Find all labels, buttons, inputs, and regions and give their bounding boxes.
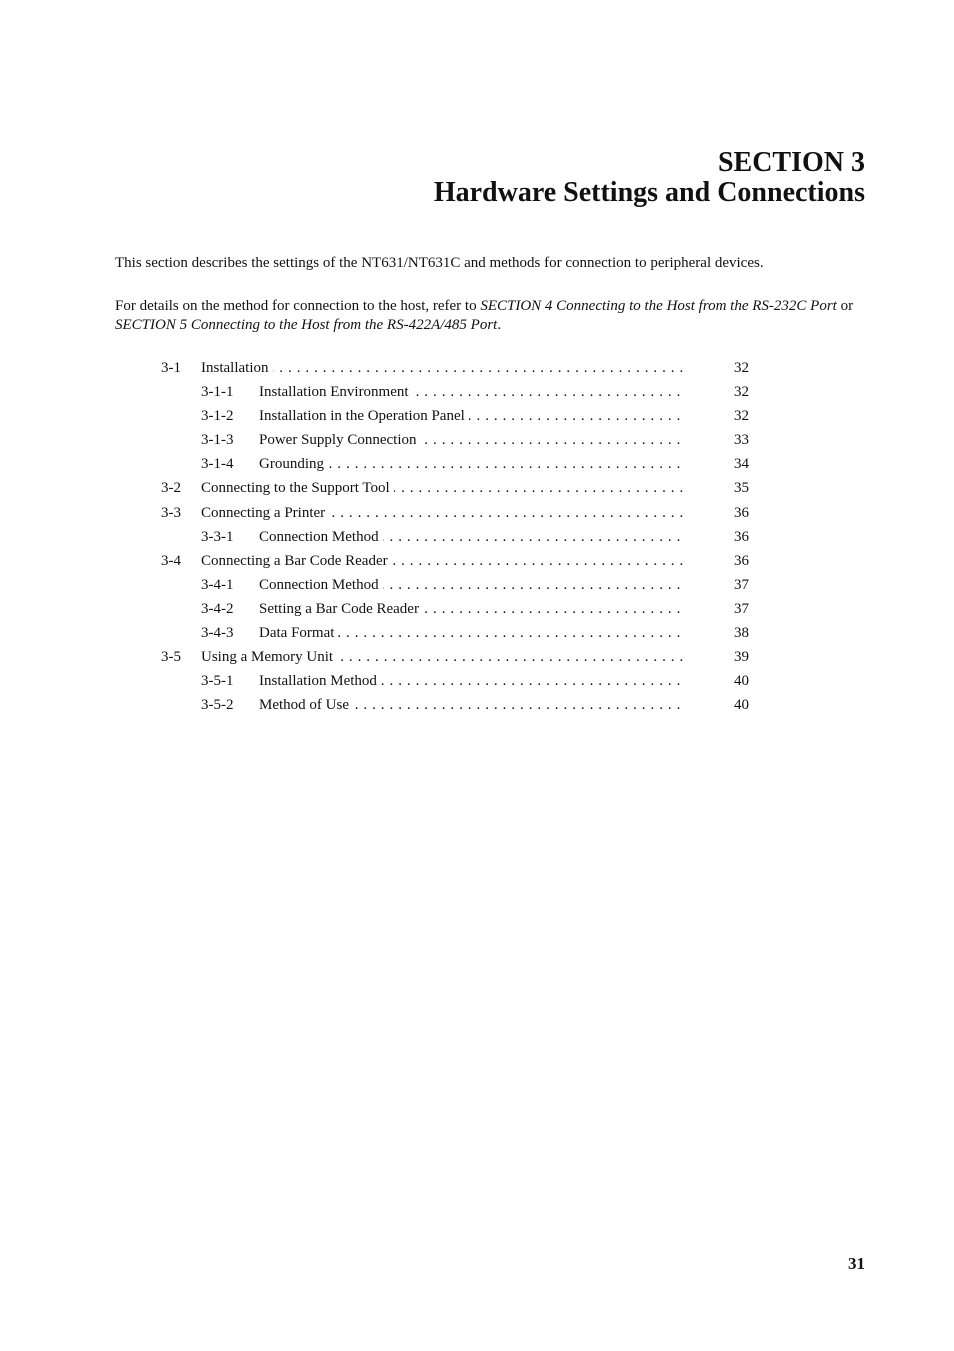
toc-entry-leader bbox=[259, 624, 685, 643]
toc-entry-page: 37 bbox=[734, 576, 749, 593]
toc-entry-title: Installation bbox=[201, 360, 273, 376]
toc-entry-page: 33 bbox=[734, 432, 749, 449]
toc-entry-leader bbox=[259, 528, 685, 547]
toc-entry-number: 3-1-2 bbox=[201, 408, 234, 425]
toc-entry-number: 3-1-1 bbox=[201, 384, 234, 401]
toc-entry-number: 3-4-2 bbox=[201, 600, 234, 617]
toc-entry-page: 35 bbox=[734, 480, 749, 497]
reference-mid: or bbox=[836, 298, 854, 314]
toc-entry-number: 3-3 bbox=[161, 504, 181, 521]
toc-entry-page: 37 bbox=[734, 600, 749, 617]
reference-link-section4: SECTION 4 Connecting to the Host from the RS-232C Port bbox=[480, 298, 837, 314]
toc-entry[interactable] bbox=[161, 504, 761, 528]
toc-entry[interactable] bbox=[161, 383, 761, 407]
toc-entry-leader bbox=[259, 383, 685, 402]
toc-entry-number: 3-4-3 bbox=[201, 625, 234, 642]
toc-entry-leader bbox=[201, 648, 685, 667]
toc-entry-page: 36 bbox=[734, 552, 749, 569]
section-label: SECTION 3 bbox=[717, 147, 865, 178]
toc-entry-leader bbox=[201, 552, 685, 571]
toc-entry[interactable] bbox=[161, 431, 761, 455]
toc-entry[interactable] bbox=[161, 455, 761, 479]
toc-entry-title: Using a Memory Unit bbox=[201, 649, 337, 665]
toc-entry[interactable] bbox=[161, 672, 761, 696]
toc-entry[interactable] bbox=[161, 600, 761, 624]
toc-entry-title: Power Supply Connection bbox=[259, 432, 421, 448]
reference-prefix: For details on the method for connection to the host, refer to bbox=[115, 298, 481, 314]
toc-entry[interactable] bbox=[161, 552, 761, 576]
reference-link-section5: SECTION 5 Connecting to the Host from the RS-422A/485 Port bbox=[115, 317, 498, 333]
toc-entry[interactable] bbox=[161, 359, 761, 383]
reference-suffix: . bbox=[497, 317, 502, 333]
section-title: Hardware Settings and Connections bbox=[433, 177, 865, 208]
toc-entry-leader bbox=[259, 600, 685, 619]
toc-entry-leader bbox=[201, 479, 685, 498]
toc-entry-page: 36 bbox=[734, 528, 749, 545]
toc-entry-title: Method of Use bbox=[259, 697, 353, 713]
toc-entry-leader bbox=[201, 359, 685, 378]
toc-entry-page: 40 bbox=[734, 697, 749, 714]
toc-entry[interactable] bbox=[161, 648, 761, 672]
toc-entry-title: Data Format bbox=[259, 625, 338, 641]
toc-entry-page: 32 bbox=[734, 384, 749, 401]
toc-entry-title: Connecting a Bar Code Reader bbox=[201, 553, 392, 569]
toc-entry-leader bbox=[259, 407, 685, 426]
toc-entry-page: 39 bbox=[734, 649, 749, 666]
section-heading bbox=[434, 148, 865, 208]
toc-entry-number: 3-5-1 bbox=[201, 673, 234, 690]
toc-entry[interactable] bbox=[161, 407, 761, 431]
toc-entry-page: 32 bbox=[734, 408, 749, 425]
toc-entry-title: Installation in the Operation Panel bbox=[259, 408, 469, 424]
toc-entry-title: Setting a Bar Code Reader bbox=[259, 601, 423, 617]
intro-paragraph: This section describes the settings of the NT631/NT631C and methods for connection to peripheral devices. bbox=[115, 255, 764, 271]
toc-entry-title: Connecting to the Support Tool bbox=[201, 480, 394, 496]
toc-entry-title: Installation Method bbox=[259, 673, 381, 689]
reference-paragraph bbox=[115, 297, 867, 335]
toc-entry-number: 3-2 bbox=[161, 480, 181, 497]
toc-entry-page: 34 bbox=[734, 456, 749, 473]
toc-entry-title: Connecting a Printer bbox=[201, 505, 329, 521]
toc-entry[interactable] bbox=[161, 528, 761, 552]
toc-entry-leader bbox=[259, 431, 685, 450]
toc-entry-number: 3-5-2 bbox=[201, 697, 234, 714]
toc-entry-number: 3-1-4 bbox=[201, 456, 234, 473]
toc-entry-leader bbox=[259, 455, 685, 474]
toc-entry[interactable] bbox=[161, 576, 761, 600]
toc-entry-leader bbox=[201, 504, 685, 523]
toc-entry-number: 3-1 bbox=[161, 360, 181, 376]
toc-entry-page: 36 bbox=[734, 504, 749, 521]
toc-entry-leader bbox=[259, 696, 685, 715]
toc-entry[interactable] bbox=[161, 624, 761, 648]
page-number: 31 bbox=[848, 1254, 865, 1273]
toc-entry-number: 3-1-3 bbox=[201, 432, 234, 449]
toc-entry-title: Grounding bbox=[259, 456, 328, 472]
toc-entry-leader bbox=[259, 576, 685, 595]
toc-entry-title: Connection Method bbox=[259, 577, 383, 593]
toc-entry-page: 32 bbox=[734, 360, 749, 376]
toc-entry-number: 3-5 bbox=[161, 649, 181, 666]
table-of-contents bbox=[161, 359, 761, 720]
toc-entry-leader bbox=[259, 672, 685, 691]
toc-entry-title: Installation Environment bbox=[259, 384, 413, 400]
toc-entry[interactable] bbox=[161, 479, 761, 503]
toc-entry-number: 3-4 bbox=[161, 552, 181, 569]
toc-entry-page: 40 bbox=[734, 673, 749, 690]
toc-entry-number: 3-3-1 bbox=[201, 528, 234, 545]
toc-entry-number: 3-4-1 bbox=[201, 576, 234, 593]
toc-entry-title: Connection Method bbox=[259, 529, 383, 545]
toc-entry[interactable] bbox=[161, 696, 761, 720]
toc-entry-page: 38 bbox=[734, 625, 749, 642]
